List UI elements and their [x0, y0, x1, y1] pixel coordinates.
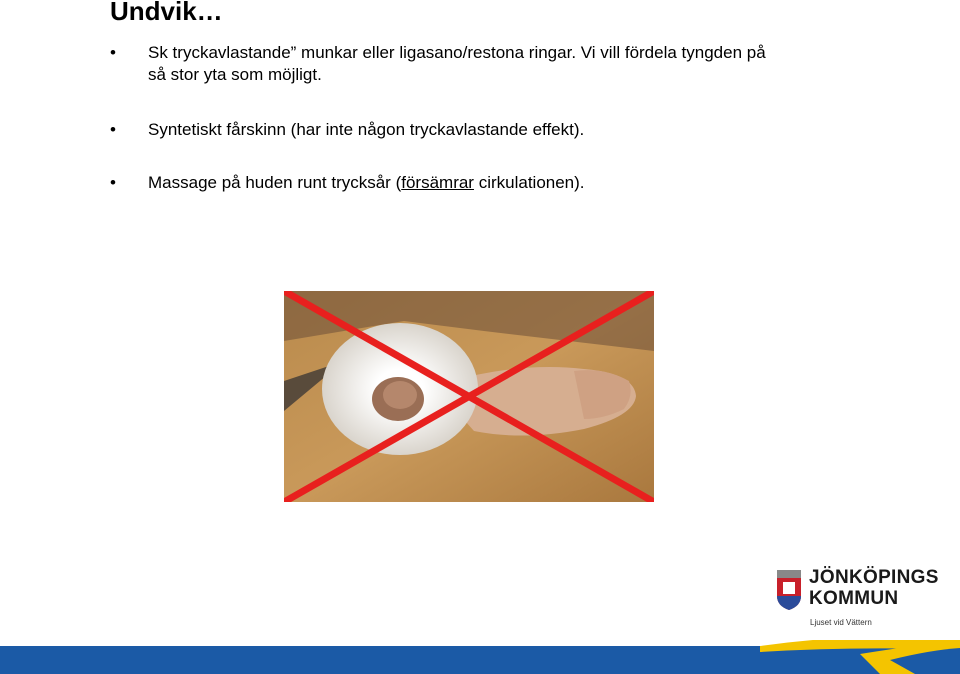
logo-tagline: Ljuset vid Vättern: [810, 618, 872, 627]
crossed-out-photo: [284, 291, 654, 502]
ring-cushion-foot-image: [284, 291, 654, 502]
logo-line-2: KOMMUN: [809, 588, 899, 609]
footer-band: [0, 640, 960, 674]
logo-line-1: JÖNKÖPINGS: [809, 567, 939, 588]
bullet-2-text: Syntetiskt fårskinn (har inte någon tryckavlastande effekt).: [148, 120, 585, 139]
bullet-1-line-2: så stor yta som möjligt.: [148, 65, 322, 84]
bullet-3-underlined: försämrar: [401, 173, 474, 192]
bullet-item-3: [110, 172, 585, 194]
bullet-item-1: [110, 42, 766, 86]
municipality-logo: [773, 568, 943, 630]
bullet-1-line-1: Sk tryckavlastande” munkar eller ligasano/restona ringar. Vi vill fördela tyngden på: [148, 43, 766, 62]
slide-title: Undvik…: [110, 0, 223, 26]
bullet-dot: •: [110, 173, 116, 192]
bullet-3-text-pre: Massage på huden runt trycksår (: [148, 173, 402, 192]
bullet-3-text-post: cirkulationen).: [473, 173, 585, 192]
bullet-item-2: [110, 119, 584, 141]
coat-of-arms-icon: [775, 570, 803, 610]
bullet-dot: •: [110, 120, 116, 139]
bullet-dot: •: [110, 43, 116, 62]
